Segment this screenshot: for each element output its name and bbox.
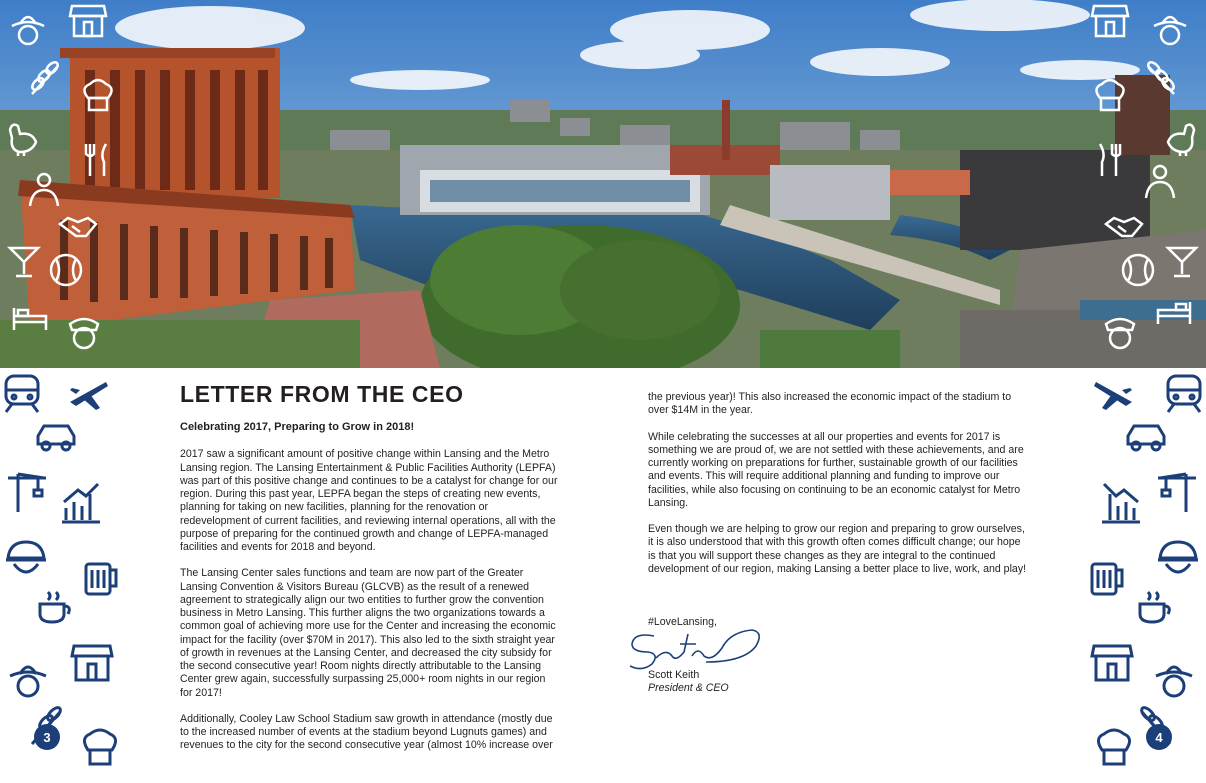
chicken-icon — [2, 118, 42, 158]
hero-panorama-photo — [0, 0, 1206, 368]
bed-icon — [10, 298, 50, 338]
paragraph: While celebrating the successes at all our properties and events for 2017 is something we are proud of, we are not settled with these achievements, and are currently working on preparations for further, sustainable growth of our facilities and events. This will require additional planning and funding to improve our facilities, while also focusing on continuing to be an economic catalyst for Metro Lansing. — [648, 430, 1024, 509]
server-icon — [24, 170, 64, 210]
farmer-hat-icon — [6, 656, 50, 700]
growth-chart-icon — [1100, 480, 1144, 524]
beer-mug-icon — [1086, 554, 1130, 598]
wheat-icon — [1140, 58, 1180, 98]
signer-name: Scott Keith — [648, 669, 700, 681]
paragraph: 2017 saw a significant amount of positive change within Lansing and the Metro Lansing region. The Lansing Entertainment & Public Facilities Authority (LEPFA) was part of this positive change and continues to be a catalyst for change for our region. During this past year, LEPFA began the steps of creating new events, planning for taking on new facilities, planning for the renovation or redevelopment of current facilities, and reviewing internal operations, all with the purpose of preparing for the continued growth and change of LEPFA-managed facilities and events for 2018 and beyond. — [180, 448, 558, 553]
police-icon — [64, 312, 104, 352]
car-icon — [34, 416, 78, 460]
utensils-icon — [1088, 140, 1128, 180]
cityscape-illustration — [0, 0, 1206, 368]
hard-hat-icon — [4, 538, 48, 582]
crane-icon — [1156, 470, 1200, 514]
hashtag-signoff: #LoveLansing, — [648, 616, 717, 628]
farmer-hat-icon — [8, 8, 48, 48]
farmer-hat-icon — [1150, 8, 1190, 48]
bed-icon — [1154, 292, 1194, 332]
storefront-icon — [68, 0, 108, 40]
baseball-icon — [46, 250, 86, 290]
storefront-icon — [1090, 0, 1130, 40]
chef-hat-icon — [1090, 76, 1130, 116]
train-icon — [1162, 372, 1206, 416]
letter-column-right — [648, 391, 1028, 589]
paragraph: The Lansing Center sales functions and team are now part of the Greater Lansing Convention & Visitors Bureau (GLCVB) as the result of a renewed agreement to strategically align our two entities to further grow the convention business in Metro Lansing. This further aligns the two organizations towards a common goal of achieving more use for the Center and increasing the economic impact for the facility (over $70M in 2017). This also led to the sixth straight year of growth in revenues at the Lansing Center, and decreased the city subsidy for the second consecutive year! Room nights directly attributable to the Lansing Center grew again, successfully surpassing 25,000+ room nights in our region for 2017! — [180, 567, 556, 699]
train-icon — [0, 372, 44, 416]
ceo-signature — [626, 622, 766, 674]
chef-hat-icon — [78, 726, 122, 770]
coffee-cup-icon — [1132, 584, 1176, 628]
chicken-icon — [1162, 118, 1202, 158]
airplane-icon — [1092, 376, 1136, 420]
hard-hat-icon — [1156, 538, 1200, 582]
wheat-icon — [26, 58, 66, 98]
beer-mug-icon — [80, 554, 124, 598]
police-icon — [1100, 312, 1140, 352]
handshake-icon — [58, 206, 98, 246]
cocktail-icon — [4, 240, 44, 280]
utensils-icon — [78, 140, 118, 180]
signer-block — [648, 669, 729, 695]
paragraph: Additionally, Cooley Law School Stadium saw growth in attendance (mostly due to the increased number of events at the stadium beyond Lugnuts games) and revenues to the city for the second consecutive year (almost 10% increase over — [180, 712, 553, 752]
car-icon — [1124, 416, 1168, 460]
coffee-cup-icon — [32, 584, 76, 628]
baseball-icon — [1118, 250, 1158, 290]
signer-title: President & CEO — [648, 682, 729, 694]
growth-chart-icon — [58, 480, 102, 524]
server-icon — [1140, 162, 1180, 202]
paragraph: Even though we are helping to grow our region and preparing to grow ourselves, it is also understood that with this growth often comes difficult change; our hope is that you will support these changes as they are integral to the continued development of our region, making Lansing a better place to live, work, and play! — [648, 523, 1027, 575]
storefront-icon — [1090, 640, 1134, 684]
letter-column-left — [180, 380, 558, 766]
letter-title: LETTER FROM THE CEO — [180, 381, 464, 407]
paragraph: the previous year)! This also increased the economic impact of the stadium to over $14M in the year. — [648, 391, 1012, 417]
cocktail-icon — [1162, 240, 1202, 280]
chef-hat-icon — [1092, 726, 1136, 770]
chef-hat-icon — [78, 76, 118, 116]
farmer-hat-icon — [1152, 656, 1196, 700]
airplane-icon — [66, 376, 110, 420]
page-number-right: 4 — [1146, 724, 1172, 750]
storefront-icon — [70, 640, 114, 684]
crane-icon — [4, 470, 48, 514]
letter-subtitle: Celebrating 2017, Preparing to Grow in 2018! — [180, 421, 415, 433]
handshake-icon — [1104, 206, 1144, 246]
page-number-left: 3 — [34, 724, 60, 750]
